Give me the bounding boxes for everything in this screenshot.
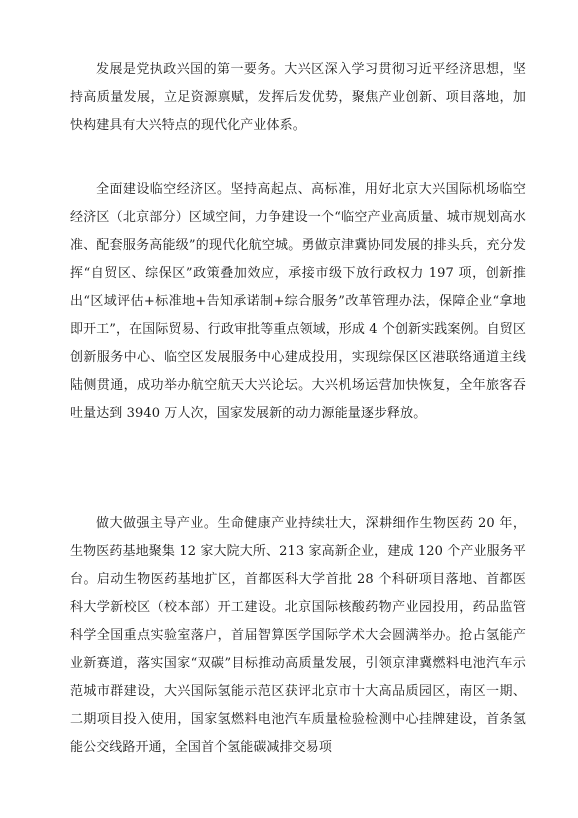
paragraph-intro: 发展是党执政兴国的第一要务。大兴区深入学习贯彻习近平经济思想，坚持高质量发展，立足资源禀赋，发挥后发优势，聚焦产业创新、项目落地，加快构建具有大兴特点的现代化产业体系。 [70, 62, 526, 133]
paragraph-leading-industries: 做大做强主导产业。生命健康产业持续壮大，深耕细作生物医药 20 年，生物医药基地聚集 12 家大院大所、213 家高新企业，建成 120 个产业服务平台。启动生物医药基地扩区，首都医科大学首批 28 个科研项目落地、首都医科大学新校区（校本部）开工建设。北京国际核酸药物产业园投用，药品监管科学全国重点实验室落户，首届智算医学国际学术大会圆满举办。抢占氢能产业新赛道，落实国家“双碳”目标推动高质量发展，引领京津冀燃料电池汽车示范城市群建设，大兴国际氢能示范区获评北京市十大高品质园区，南区一期、二期项目投入使用，国家氢燃料电池汽车质量检验检测中心挂牌建设，首条氢能公交线路开通，全国首个氢能碳减排交易项 [70, 516, 526, 755]
paragraph-airport-economic-zone: 全面建设临空经济区。坚持高起点、高标准，用好北京大兴国际机场临空经济区（北京部分）区域空间，力争建设一个“临空产业高质量、城市规划高水准、配套服务高能级”的现代化航空城。勇做京津冀协同发展的排头兵，充分发挥“自贸区、综保区”政策叠加效应，承接市级下放行政权力 197 项，创新推出“区域评估+标准地+告知承诺制+综合服务”改革管理办法，保障企业“拿地即开工”，在国际贸易、行政审批等重点领域，形成 4 个创新实践案例。自贸区创新服务中心、临空区发展服务中心建成投用，实现综保区区港联络通道主线陆侧贯通，成功举办航空航天大兴论坛。大兴机场运营加快恢复，全年旅客吞吐量达到 3940 万人次，国家发展新的动力源能量逐步释放。 [70, 182, 526, 421]
